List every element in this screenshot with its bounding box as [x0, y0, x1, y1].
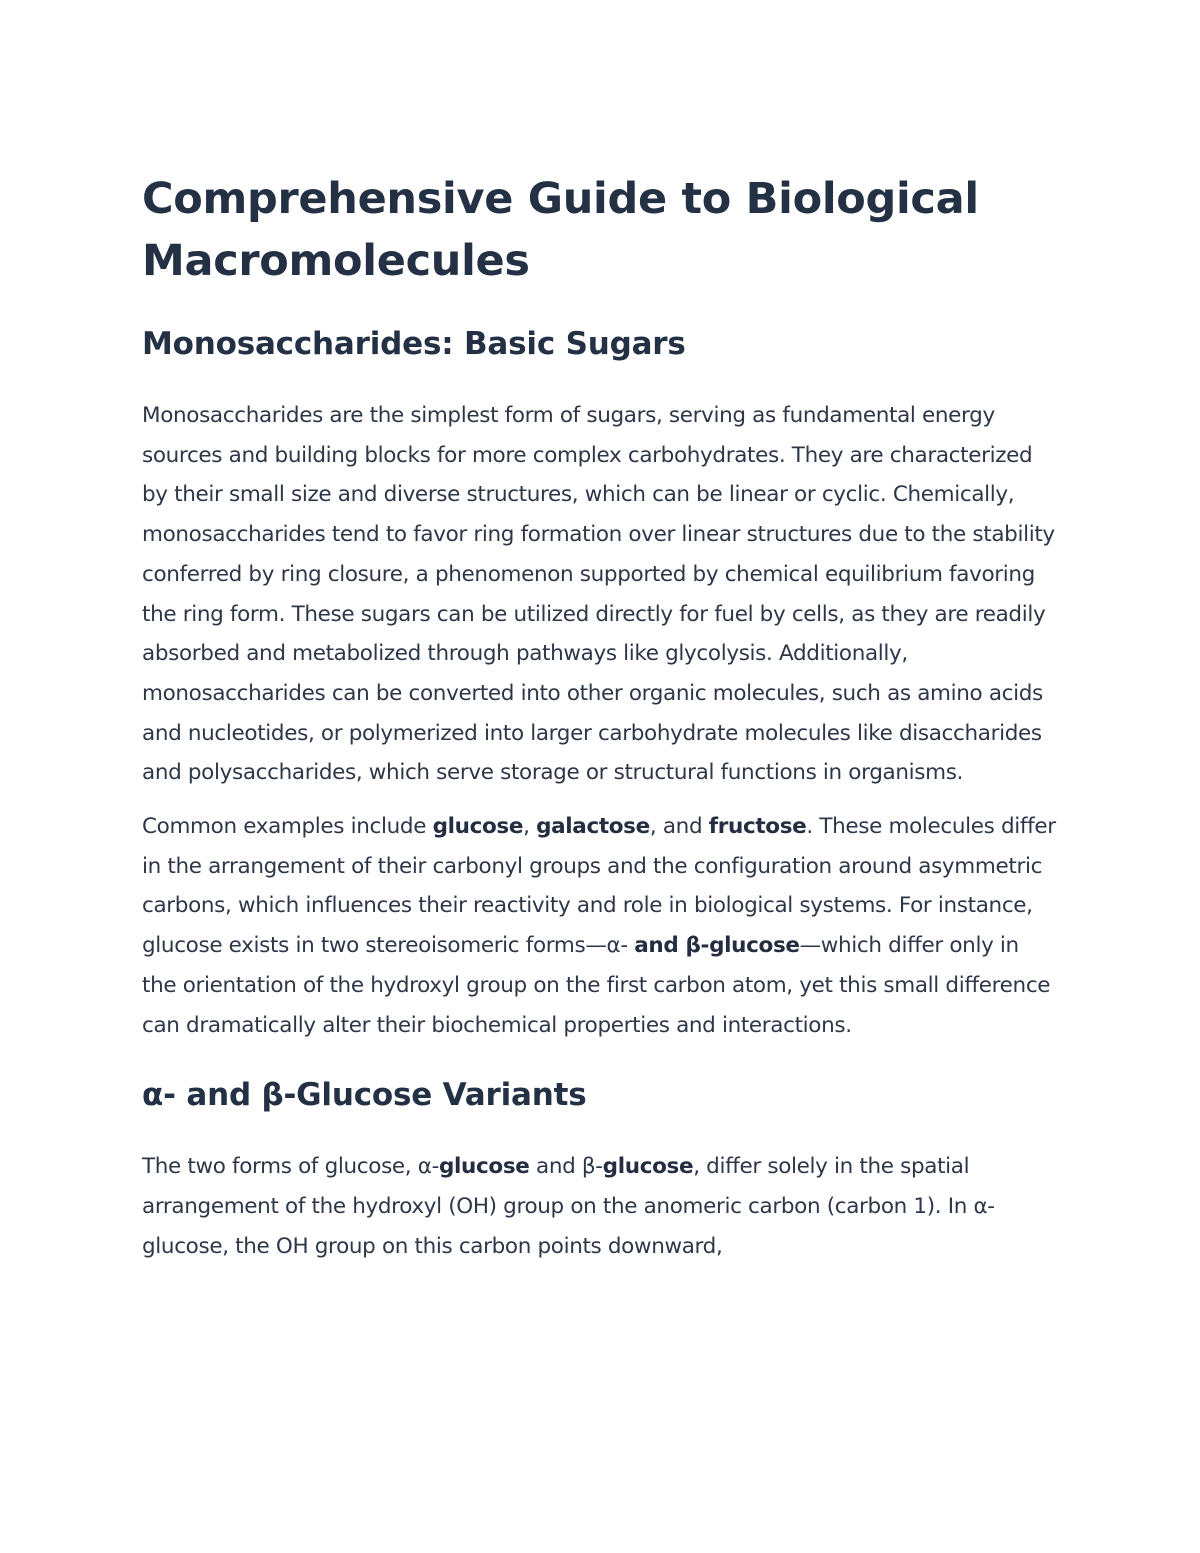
section-heading-monosaccharides: Monosaccharides: Basic Sugars: [142, 326, 686, 362]
page-title: Comprehensive Guide to Biological Macromolecules: [142, 174, 979, 286]
paragraph-monosaccharides-intro: Monosaccharides are the simplest form of sugars, serving as fundamental energy sources and building blocks for more complex carbohydrates. They are characterized by their small size and diverse structures, which can be linear or cyclic. Chemically, monosaccharides tend to favor ring formation over linear structures due to the stability conferred by ring closure, a phenomenon supported by chemical equilibrium favoring the ring form. These sugars can be utilized directly for fuel by cells, as they are readily absorbed and metabolized through pathways like glycolysis. Additionally, monosaccharides can be converted into other organic molecules, such as amino acids and nucleotides, or polymerized into larger carbohydrate molecules like disaccharides and polysaccharides, which serve storage or structural functions in organisms.: [142, 403, 1055, 786]
paragraph-monosaccharides-examples: Common examples include glucose, galactose, and fructose. These molecules differ in the arrangement of their carbonyl groups and the configuration around asymmetric carbons, which influences their reactivity and role in biological systems. For instance, glucose exists in two stereoisomeric forms—α- and β-glucose—which differ only in the orientation of the hydroxyl group on the first carbon atom, yet this small difference can dramatically alter their biochemical properties and interactions.: [142, 814, 1056, 1038]
paragraph-glucose-variants: The two forms of glucose, α-glucose and β-glucose, differ solely in the spatial arrangement of the hydroxyl (OH) group on the anomeric carbon (carbon 1). In α-glucose, the OH group on this carbon points downward,: [142, 1154, 995, 1259]
bold-term-glucose: glucose: [432, 814, 524, 840]
section-heading-glucose-variants: α- and β-Glucose Variants: [142, 1077, 587, 1114]
bold-term-galactose: galactose: [536, 814, 650, 840]
bold-term-beta-glucose-2: glucose: [602, 1154, 694, 1180]
bold-term-alpha-glucose: glucose: [439, 1154, 530, 1180]
document-page: [142, 168, 1057, 1266]
bold-term-beta-glucose: and β-glucose: [634, 933, 800, 959]
bold-term-fructose: fructose: [708, 814, 807, 840]
